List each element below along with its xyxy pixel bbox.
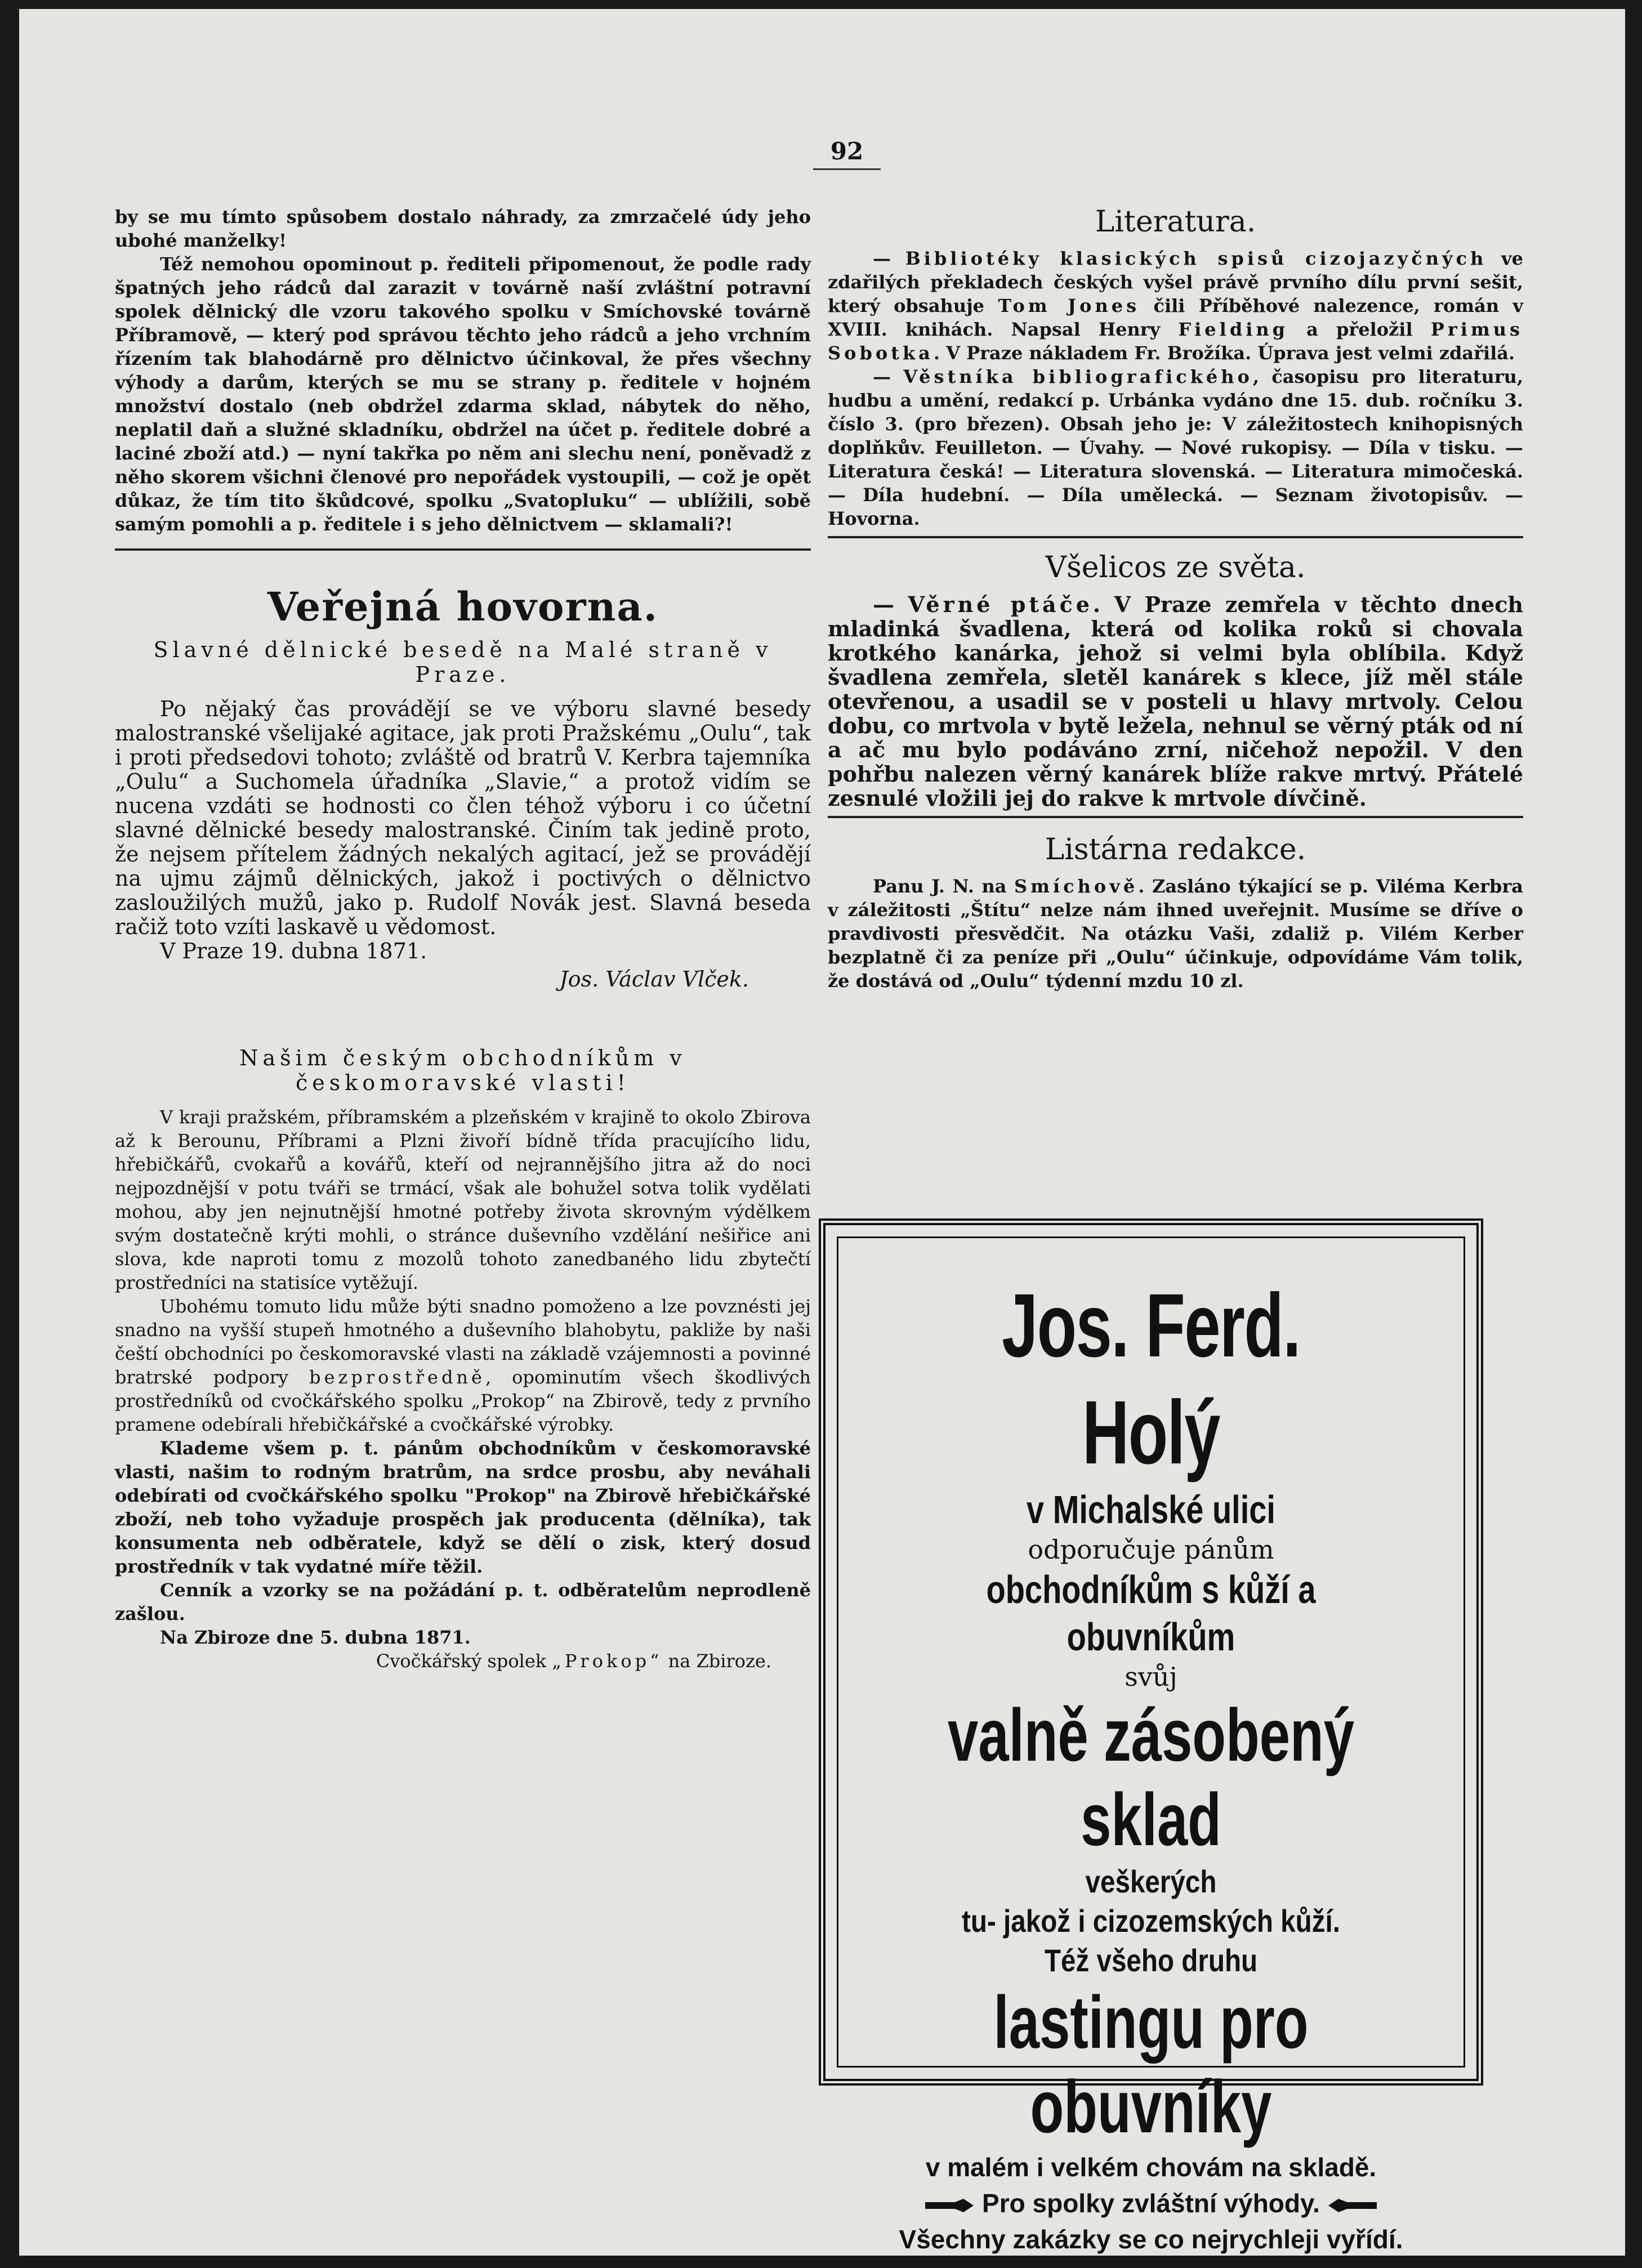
lit-p1-spaced-book: Tom Jones <box>998 295 1140 316</box>
ad-warehouse: valně zásobený sklad <box>947 1694 1355 1861</box>
lit-p1-text-2: čili Příběhové nalezence, román v XVIII. knihách. Napsal Henry <box>828 295 1524 340</box>
listarna-paragraph <box>828 874 1523 993</box>
obchodnici-sig-spaced: „Prokop“ <box>552 1650 663 1672</box>
obchodnici-p2-spaced: bezprostředně <box>309 1367 485 1388</box>
ad-merchant-name: Jos. Ferd. Holý <box>1002 1275 1300 1483</box>
lit-p1-text-3: a přeložil <box>1288 319 1431 340</box>
right-column <box>828 205 1523 993</box>
hovorna-signature: Jos. Václav Vlček. <box>559 967 749 992</box>
hovorna-body: Po nějaký čas provádějí se ve výboru slavné besedy malostranské všelijaké agitace, jak proti Pražskému „Oulu“, tak i proti předsedovi tohoto; zvláště od bratrů V. Kerbra tajemníka „Oulu“ a Suchomela úřadníka „Slavie,“ a protož vidím se nucena vzdáti se hodnosti co člen téhož výboru i co účetní slavné dělnické besedy malostranské. Činím tak jedině proto, že nejsem přítelem žádných nekalých agitací, jež se provádějí na ujmu zájmů dělnických, jakož i poctivých o dělnictvo zasloužilých mužů, jako p. Rudolf Novák jest. Slavná beseda račiž toto vzíti laskavě u vědomost. <box>115 697 811 939</box>
lit-p1-spaced-title: Bibliotéky klasických spisů cizojazyčných <box>905 248 1487 269</box>
ad-svuj: svůj <box>1125 1662 1177 1692</box>
obchodnici-p2-start: Ubohému tomuto lidu může býti snadno pomoženo a lze povznésti jej snadno na vyšší stupeň hmotného a duševního blahobytu, pakliže by naši čeští obchodníci po českomoravské vlasti na základě vzájemnosti a povinné bratrské podpory <box>115 1296 811 1388</box>
obchodnici-subtitle: Našim českým obchodníkům v českomoravské vlasti! <box>239 1046 686 1095</box>
lit-p1-text-1: ve zdařilých překladech českých vyšel právě prvního dílu první sešit, který obsahuje <box>828 248 1523 316</box>
list-text-2: . Zasláno týkající se p. Viléma Kerbra v záležitosti „Štítu“ nelze nám ihned uveřejnit. Musíme se dříve o pravdivosti přesvědčit. Na otázku Vaši, zdaliž p. Vilém Kerber bezplatně či za peníze při „Oulu“ účinkuje, odpovídáme Vám tolik, že dostává od „Oulu“ týdenní mzdu 10 zl. <box>828 876 1523 992</box>
ad-street: v Michalské ulici <box>1027 1488 1275 1532</box>
listarna-title: Listárna redakce. <box>1045 833 1306 867</box>
obchodnici-article <box>115 1046 811 1673</box>
lit-p1-spaced-translator: Primus Sobotka <box>828 319 1524 364</box>
advertisement-inner-frame <box>837 1236 1465 2254</box>
obchodnici-p2-end: , opominutím všech škodlivých prostředníků od cvočkářského spolku „Prokop“ na Zbirově, tedy z prvního pramene odebírali hřebičkářské a cvočkářské výrobky. <box>115 1367 811 1435</box>
hovorna-title: Veřejná hovorna. <box>267 583 659 630</box>
lit-p2-dash: — <box>873 366 904 387</box>
newspaper-page <box>19 9 1625 2256</box>
page-number: 92 <box>813 137 881 170</box>
obchodnici-sig-end: na Zbiroze. <box>662 1650 771 1672</box>
intro-article <box>115 205 811 551</box>
ad-lasting: lastingu pro obuvníky <box>993 1981 1309 2148</box>
pointing-hand-right-icon <box>924 2198 975 2213</box>
vselicos-section <box>828 551 1523 818</box>
literatura-section <box>828 205 1523 538</box>
ad-orders: Všechny zakázky se co nejrychleji vyřídí. <box>899 2225 1403 2254</box>
left-column <box>115 205 811 1673</box>
obchodnici-signature <box>115 1649 811 1673</box>
hovorna-subtitle: Slavné dělnické besedě na Malé straně v Praze. <box>153 637 773 687</box>
vselicos-paragraph <box>828 592 1523 810</box>
pointing-hand-left-icon <box>1327 2198 1378 2213</box>
ad-recommends: odporučuje pánům <box>1028 1534 1274 1565</box>
ad-leathers: tu- jakož i cizozemských kůží. <box>962 1903 1340 1939</box>
advertisement <box>819 1218 1483 2254</box>
ad-clubs-line <box>838 2185 1463 2221</box>
ad-audience: obchodníkům s kůží a obuvníkům <box>986 1568 1316 1659</box>
ad-clubs: Pro spolky zvláštní výhody. <box>982 2189 1320 2218</box>
vse-spaced-title: Věrné ptáče <box>908 592 1093 617</box>
lit-p2-spaced-title: Věstníka bibliografického <box>903 366 1253 387</box>
intro-paragraph-1: by se mu tímto spůsobem dostalo náhrady, za zmrzačelé údy jeho ubohé manželky! <box>115 206 811 251</box>
vse-dash: — <box>873 592 908 617</box>
vselicos-title: Všelicos ze světa. <box>1045 551 1306 584</box>
literatura-paragraph-2 <box>828 365 1523 530</box>
ad-retail: v malém i velkém chovám na skladě. <box>925 2153 1377 2182</box>
hovorna-article <box>115 584 811 992</box>
intro-paragraph-2: Též nemohou opominout p. řediteli připomenout, že podle rady špatných jeho rádců dal zarazit v továrně naší zvláštní potravní spolek dělnický dle vzoru takového spolku v Smíchovské továrně Příbramově, — který pod správou těchto jeho rádců a jeho vrchním řízením tak blahodárně pro dělnictvo účinkoval, že přes všechny výhody a darům, kterých se mu se strany p. ředitele v hojném množství dostalo (neb obdržel zdarma sklad, nábytek do něho, neplatil daň a služné skladníku, obdržel na účet p. ředitele dobré a laciné zboží atd.) — nyní takřka po něm ani slechu není, poněvadž z něho skorem všichni členové pro nepořádek vystoupili, — což je opět důkaz, že tím tito škůdcové, spolku „Svatopluku“ — ublížili, sobě samým pomohli a p. ředitele i s jeho dělnictvem — sklamali?! <box>115 253 811 535</box>
lit-p1-dash: — <box>873 248 905 269</box>
obchodnici-sig-start: Cvočkářský spolek <box>376 1650 552 1672</box>
obchodnici-paragraph-1: V kraji pražském, příbramském a plzeňském v krajině to okolo Zbirova až k Berounu, Příbrami a Plzni živoří bídně třída pracujícího lidu, hřebičkářů, cvokařů a kovářů, kteří od nejrannějšího jitra až do noci nejpozdnější v potu tváři se trmácí, však ale bohužel sotva tolik vydělati mohou, aby jen nejnutnější hmotné potřeby života skrovným výdělkem svým dostatečně krýti mohli, o stránce duševního vzdělání nešiřice ani slova, kde naproti tomu z mozolů tohoto zanedbaného lidu zbytečtí prostředníci na statisíce vytěžují. <box>115 1106 811 1293</box>
ad-also: Též všeho druhu <box>1044 1943 1258 1978</box>
lit-p2-text: , časopisu pro literaturu, hudbu a umění, redakcí p. Urbánka vydáno dne 15. dub. ročníku 3. číslo 3. (pro březen). Obsah jeho je: V záležitostech knihopisných doplňkův. Feuilleton. — Úvahy. — Nové rukopisy. — Díla v tisku. — Literatura česká! — Literatura slovenská. — Literatura mimočeská. — Díla hudební. — Díla umělecká. — Seznam životopisův. — Hovorna. <box>828 366 1524 529</box>
listarna-section <box>828 833 1523 993</box>
hovorna-date: V Praze 19. dubna 1871. <box>160 939 427 963</box>
vse-text: . V Praze zemřela v těchto dnech mladinká švadlena, která od kolika roků si chovala krotkého kanárka, jehož si velmi byla oblíbila. Když švadlena zemřela, sletěl kanárek s klece, jíž měl stále otevřenou, a usadil se v posteli u hlavy mrtvoly. Celou dobu, co mrtvola v bytě ležela, nehnul se věrný pták od ní a ač mu bylo podáváno zrní, ničehož nepožil. V den pohřbu nalezen věrný kanárek blíže rakve mrtvý. Přátelé zesnulé vložili jej do rakve k mrtvole dívčině. <box>828 592 1523 811</box>
list-text-1: Panu J. N. na <box>873 876 1015 897</box>
obchodnici-paragraph-3: Klademe všem p. t. pánům obchodníkům v českomoravské vlasti, našim to rodným bratrům, na srdce prosbu, aby neváhali odebírati od cvočkářského spolku "Prokop" na Zbirově hřebičkářské zboží, neb toho vyžaduje prospěch jak producenta (dělníka), tak konsumenta neb odběratele, když se dělí o zisk, který dosud prostředník v tak vydatné míře těžil. <box>115 1437 811 1577</box>
lit-p1-text-4: . V Praze nákladem Fr. Brožíka. Úprava jest velmi zdařilá. <box>933 342 1515 364</box>
lit-p1-spaced-author: Fielding <box>1178 319 1288 340</box>
literatura-paragraph-1 <box>828 247 1523 365</box>
obchodnici-date: Na Zbiroze dne 5. dubna 1871. <box>160 1627 471 1648</box>
literatura-title: Literatura. <box>1095 205 1256 239</box>
ad-all-kinds: veškerých <box>1085 1864 1217 1899</box>
obchodnici-paragraph-4: Cenník a vzorky se na požádání p. t. odběratelům neprodleně zašlou. <box>115 1579 811 1624</box>
obchodnici-paragraph-2 <box>115 1294 811 1436</box>
list-spaced-place: Smíchově <box>1014 876 1139 897</box>
